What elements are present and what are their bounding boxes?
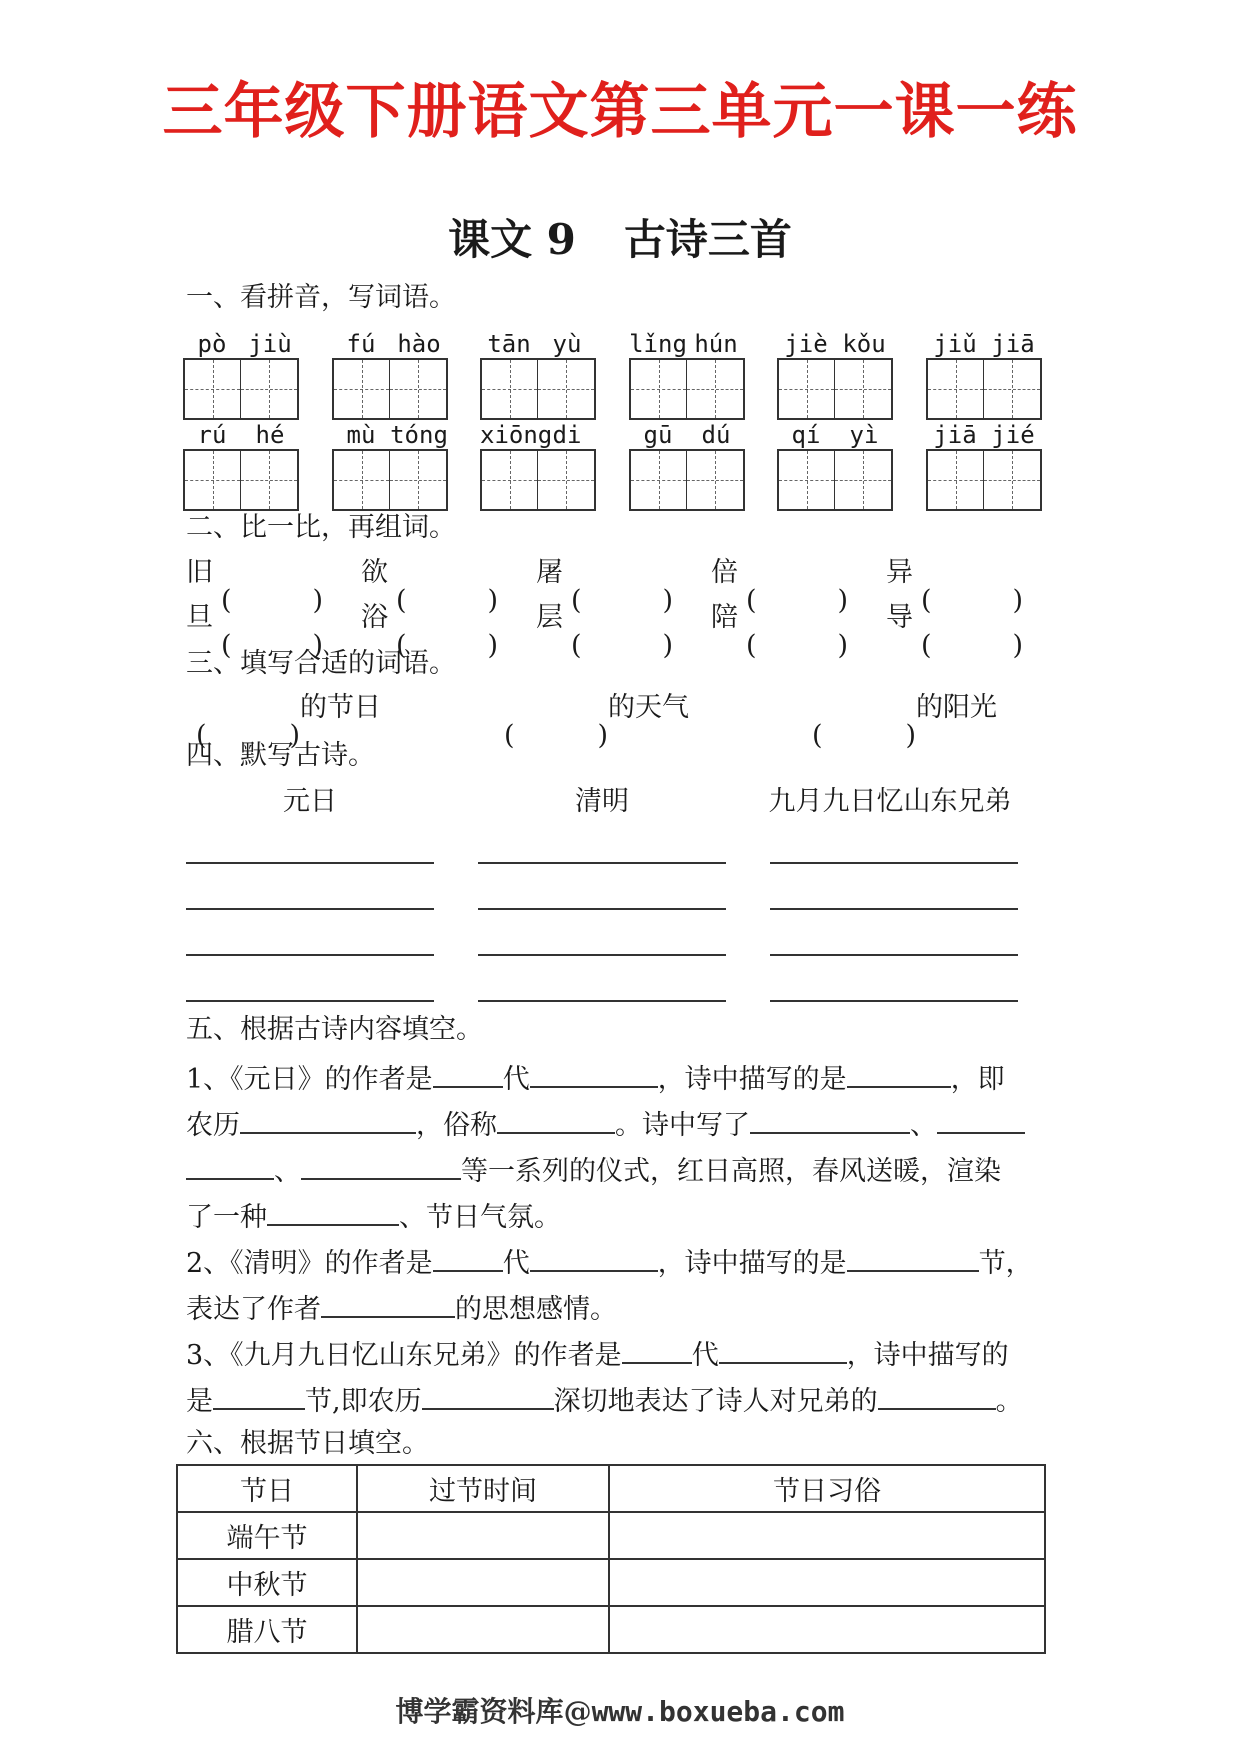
q1-text: 1、《元日》的作者是 [186,1064,433,1095]
compare-char: 倍 [711,557,738,588]
pinyin-syllable: yù [552,330,582,358]
answer-blank[interactable] [186,1148,274,1180]
q2-text: 2、《清明》的作者是 [186,1248,433,1279]
pinyin-syllable: tān [487,330,531,358]
pinyin-item [629,421,745,511]
q1-text: 了一种 [186,1202,267,1233]
lesson-title [0,210,1240,270]
pinyin-syllable: jiā [933,421,977,449]
compare-char: 欲 [361,557,388,588]
q2-text: 表达了作者 [186,1294,321,1325]
pinyin-syllable: xiōng [480,421,553,449]
compare-char: 陪 [711,602,738,633]
main-title: 三年级下册语文第三单元一课一练 [162,77,1078,147]
table-header-row [177,1465,1045,1512]
answer-blank[interactable] [433,1056,503,1088]
fill-word-suffix: 的天气 [608,692,689,723]
writing-grid[interactable] [926,449,1042,511]
pinyin-syllable: tóng [390,421,448,449]
pinyin-item [926,421,1042,511]
writing-line[interactable] [770,862,1018,864]
table-row [177,1512,1045,1559]
pinyin-item [777,330,893,420]
writing-grid[interactable] [777,449,893,511]
pinyin-syllable: di [552,421,582,449]
q3-text: 代 [691,1340,719,1371]
section5-heading: 五、根据古诗内容填空。 [186,1014,483,1045]
pinyin-item [332,421,448,511]
fill-word-suffix: 的节日 [300,692,381,723]
fill-word-suffix: 的阳光 [916,692,997,723]
writing-grid[interactable] [183,358,299,420]
pinyin-syllable: hé [255,421,285,449]
q3-text: 3、《九月九日忆山东兄弟》的作者是 [186,1340,622,1371]
pinyin-item [332,330,448,420]
section2-heading: 二、比一比，再组词。 [186,512,456,543]
footer-watermark [0,1692,1240,1732]
q1-line-3 [186,1148,1056,1192]
compare-char: 层 [536,602,563,633]
answer-blank[interactable] [213,1378,305,1410]
compare-row-2 [186,598,1061,638]
q2-text: 节， [978,1248,1033,1279]
festival-table [176,1464,1046,1654]
answer-cell[interactable] [357,1512,609,1559]
q1-line-2 [186,1102,1056,1146]
section4-heading: 四、默写古诗。 [186,740,375,771]
q3-line-1 [186,1332,1056,1376]
compare-char: 导 [886,602,913,633]
footer-at: @ [563,1695,592,1728]
writing-line[interactable] [478,954,726,956]
q1-line-1 [186,1056,1056,1100]
answer-blank[interactable] [750,1102,910,1134]
q3-text: 节,即农历 [305,1386,422,1417]
writing-line[interactable] [478,862,726,864]
pinyin-syllable: jiè [784,330,828,358]
footer-site-name: 博学霸资料库 [395,1695,564,1728]
writing-grid[interactable] [777,358,893,420]
pinyin-syllable: yì [849,421,879,449]
answer-blank[interactable] [267,1194,399,1226]
pinyin-syllable: gū [643,421,673,449]
q1-text: ，俗称 [416,1110,497,1141]
writing-line[interactable] [478,1000,726,1002]
pinyin-syllable: kǒu [842,330,886,358]
writing-grid[interactable] [629,358,745,420]
pinyin-item [183,330,299,420]
writing-grid[interactable] [332,449,448,511]
answer-blank[interactable] [622,1332,692,1364]
pinyin-syllable: jié [991,421,1035,449]
answer-blank[interactable] [422,1378,554,1410]
section6-heading: 六、根据节日填空。 [186,1428,429,1459]
pinyin-syllable: pò [197,330,227,358]
footer-url: www.boxueba.com [591,1695,845,1728]
answer-blank[interactable] [530,1240,658,1272]
q3-text: 深切地表达了诗人对兄弟的 [553,1386,878,1417]
q1-text: ，诗中描写的是 [657,1064,847,1095]
answer-blank[interactable] [530,1056,658,1088]
fill-word-row [196,688,1120,728]
pinyin-syllable: hào [397,330,441,358]
answer-cell[interactable] [609,1606,1045,1653]
q1-text: 农历 [186,1110,240,1141]
poem-title: 清明 [575,786,629,817]
q1-line-4 [186,1194,1056,1238]
answer-blank[interactable] [497,1102,615,1134]
q3-line-2 [186,1378,1056,1422]
pinyin-item [629,330,745,420]
column-header: 过节时间 [357,1465,609,1512]
q2-text: 的思想感情。 [455,1294,617,1325]
q3-text: 。 [995,1386,1023,1417]
answer-blank[interactable] [878,1378,996,1410]
writing-grid[interactable] [629,449,745,511]
q2-text: 代 [502,1248,530,1279]
pinyin-item [926,330,1042,420]
answer-blank[interactable] [301,1148,461,1180]
festival-name: 端午节 [177,1512,357,1559]
section1-heading: 一、看拼音，写词语。 [186,282,456,313]
lesson-label: 课文 9 [448,215,576,264]
writing-grid[interactable] [480,449,596,511]
pinyin-syllable: jiù [248,330,292,358]
pinyin-item [777,421,893,511]
writing-grid[interactable] [926,358,1042,420]
column-header: 节日习俗 [609,1465,1045,1512]
pinyin-syllable: fú [346,330,376,358]
lesson-name: 古诗三首 [623,215,792,264]
q2-line-2 [186,1286,1056,1330]
pinyin-syllable: qí [791,421,821,449]
pinyin-item [183,421,299,511]
festival-name: 中秋节 [177,1559,357,1606]
compare-char: 浴 [361,602,388,633]
answer-blank[interactable] [719,1332,847,1364]
q1-text: 、 [910,1110,937,1141]
section3-heading: 三、填写合适的词语。 [186,648,456,679]
answer-cell[interactable] [357,1559,609,1606]
pinyin-syllable: hún [694,330,738,358]
pinyin-syllable: jiǔ [933,330,977,358]
column-header: 节日 [177,1465,357,1512]
writing-line[interactable] [186,862,434,864]
q1-text: 代 [502,1064,530,1095]
writing-line[interactable] [186,1000,434,1002]
answer-blank[interactable] [321,1286,455,1318]
writing-grid[interactable] [183,449,299,511]
answer-blank[interactable] [240,1102,416,1134]
answer-cell[interactable] [609,1512,1045,1559]
compare-char: 异 [886,557,913,588]
writing-line[interactable] [186,908,434,910]
answer-blank[interactable] [847,1240,979,1272]
compare-row-1 [186,553,1061,593]
q1-text: 等一系列的仪式，红日高照，春风送暖，渲染 [461,1156,1001,1187]
festival-name: 腊八节 [177,1606,357,1653]
writing-line[interactable] [770,954,1018,956]
compare-char: 旧 [186,557,213,588]
pinyin-syllable: lǐng [629,330,687,358]
q1-text: 、节日气氛。 [399,1202,561,1233]
pinyin-syllable: rú [197,421,227,449]
writing-grid[interactable] [332,358,448,420]
table-row [177,1606,1045,1653]
answer-blank[interactable] [937,1102,1025,1134]
pinyin-syllable: mù [346,421,376,449]
poem-title: 元日 [283,786,337,817]
pinyin-syllable: jiā [991,330,1035,358]
q1-text: 、 [274,1156,301,1187]
table-row [177,1559,1045,1606]
q1-text: 。诗中写了 [615,1110,750,1141]
q2-text: ，诗中描写的是 [657,1248,847,1279]
writing-line[interactable] [478,908,726,910]
answer-blank[interactable] [847,1056,951,1088]
pinyin-item [480,421,596,511]
answer-cell[interactable] [357,1606,609,1653]
answer-cell[interactable] [609,1559,1045,1606]
writing-line[interactable] [770,1000,1018,1002]
compare-char: 旦 [186,602,213,633]
q3-text: 是 [186,1386,213,1417]
answer-blank[interactable] [433,1240,503,1272]
pinyin-item [480,330,596,420]
writing-line[interactable] [770,908,1018,910]
compare-char: 屠 [536,557,563,588]
pinyin-syllable: dú [701,421,731,449]
q3-text: ，诗中描写的 [846,1340,1009,1371]
q2-line-1 [186,1240,1056,1284]
writing-line[interactable] [186,954,434,956]
writing-grid[interactable] [480,358,596,420]
poem-title: 九月九日忆山东兄弟 [768,786,1012,817]
q1-text: ，即 [950,1064,1005,1095]
